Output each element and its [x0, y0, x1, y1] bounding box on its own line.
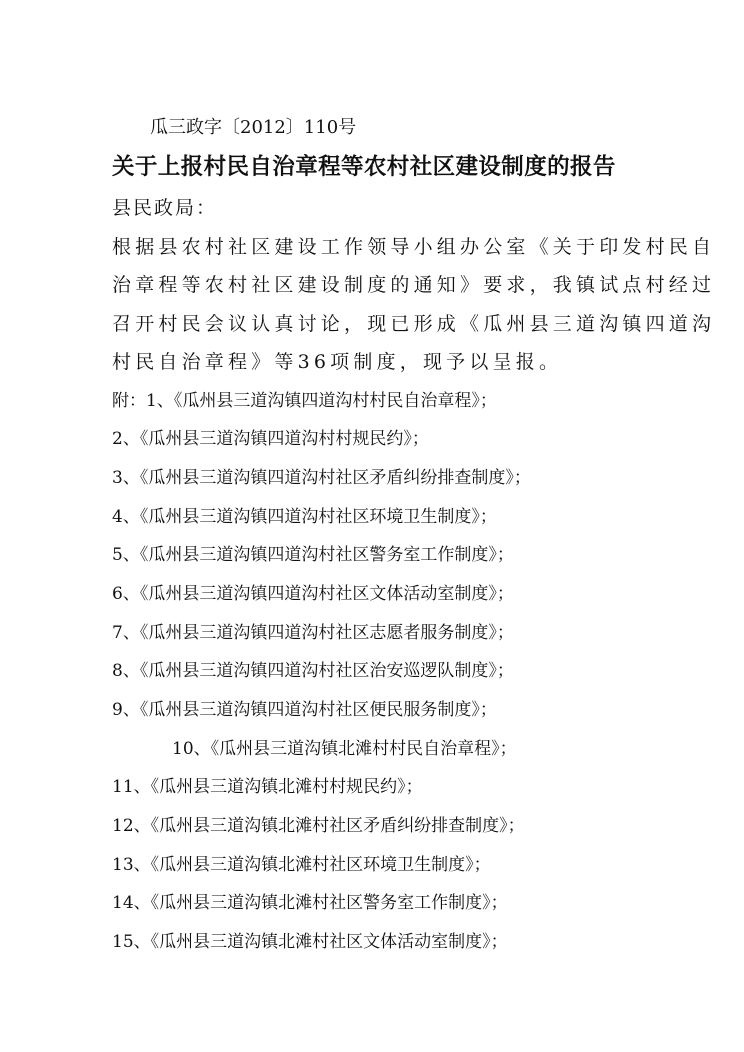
attachment-item: 13、《瓜州县三道沟镇北滩村社区环境卫生制度》； [112, 855, 491, 875]
addressee: 县民政局： [112, 197, 218, 219]
attachment-item: 10、《瓜州县三道沟镇北滩村村民自治章程》； [172, 739, 517, 759]
attachment-item: 12、《瓜州县三道沟镇北滩村社区矛盾纠纷排查制度》； [112, 816, 525, 836]
attachment-item: 附：1、《瓜州县三道沟镇四道沟村村民自治章程》； [112, 391, 497, 411]
body-paragraph-line: 根据县农村社区建设工作领导小组办公室《关于印发村民自 [112, 236, 716, 258]
body-paragraph-line: 村民自治章程》等36项制度，现予以呈报。 [112, 351, 563, 373]
body-paragraph-line: 治章程等农村社区建设制度的通知》要求，我镇试点村经过 [112, 274, 716, 296]
attachment-item: 4、《瓜州县三道沟镇四道沟村社区环境卫生制度》； [112, 507, 497, 527]
attachment-item: 2、《瓜州县三道沟镇四道沟村村规民约》； [112, 429, 429, 449]
attachment-item: 5、《瓜州县三道沟镇四道沟村社区警务室工作制度》； [112, 545, 514, 565]
attachment-item: 14、《瓜州县三道沟镇北滩村社区警务室工作制度》； [112, 893, 508, 913]
attachment-item: 8、《瓜州县三道沟镇四道沟村社区治安巡逻队制度》； [112, 661, 514, 681]
attachment-item: 11、《瓜州县三道沟镇北滩村村规民约》； [112, 777, 423, 797]
attachment-item: 3、《瓜州县三道沟镇四道沟村社区矛盾纠纷排查制度》； [112, 468, 531, 488]
document-title: 关于上报村民自治章程等农村社区建设制度的报告 [112, 154, 616, 180]
attachment-item: 9、《瓜州县三道沟镇四道沟村社区便民服务制度》； [112, 700, 497, 720]
attachment-item: 15、《瓜州县三道沟镇北滩村社区文体活动室制度》； [112, 932, 508, 952]
body-paragraph-line: 召开村民会议认真讨论，现已形成《瓜州县三道沟镇四道沟 [112, 313, 716, 335]
attachment-item: 6、《瓜州县三道沟镇四道沟村社区文体活动室制度》； [112, 584, 514, 604]
attachment-item: 7、《瓜州县三道沟镇四道沟村社区志愿者服务制度》； [112, 623, 514, 643]
document-number: 瓜三政字〔2012〕110号 [150, 117, 357, 138]
